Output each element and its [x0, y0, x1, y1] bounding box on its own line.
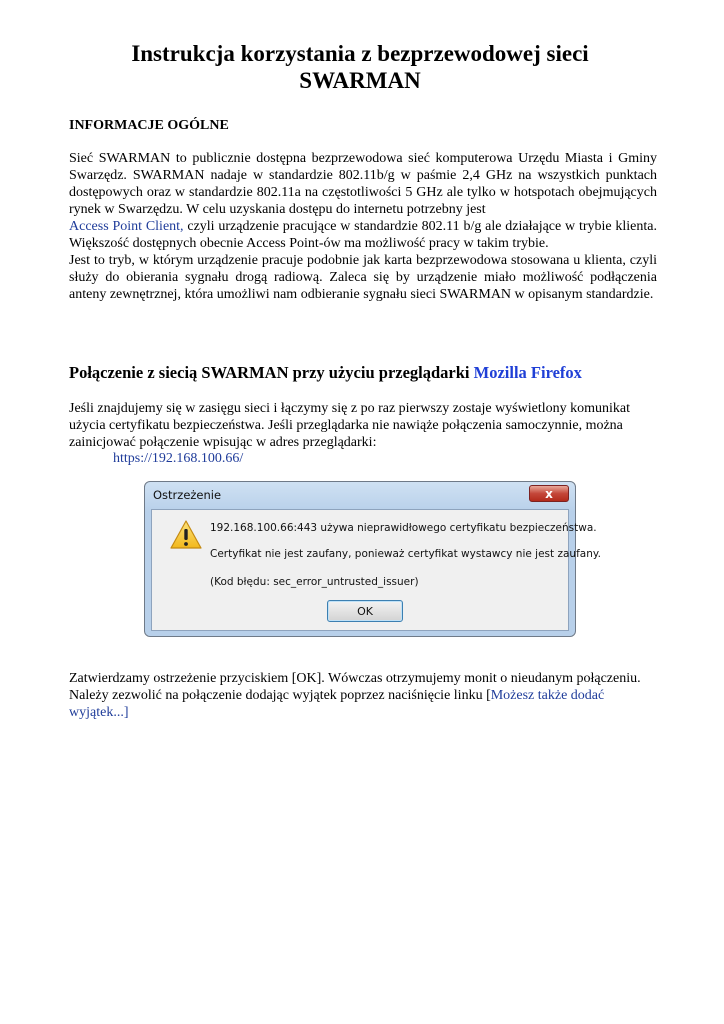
intro-paragraph-2: Jest to tryb, w którym urządzenie pracuje podobnie jak karta bezprzewodowa stosowana u klienta, czyli służy do obierania sygnału drogą radiową. Zaleca się by urządzenie miało możliwość podłączenia anteny zewnętrznej, która umożliwi nam odbieranie sygnału sieci SWARMAN w opisanym standardzie.	[69, 253, 657, 302]
intro-paragraph-1	[69, 150, 657, 252]
warning-dialog	[144, 481, 601, 637]
intro-text-after-link: czyli urządzenie pracujące w standardzie 802.11 b/g ale działające w trybie klienta. Większość dostępnych obecnie Access Point-ów ma możliwość pracy w takim trybie.	[69, 219, 657, 251]
title-line-1: Instrukcja korzystania z bezprzewodowej sieci	[131, 41, 589, 66]
document-title	[60, 40, 660, 94]
access-point-client-link[interactable]: Access Point Client,	[69, 219, 184, 234]
intro-paragraph	[69, 150, 657, 303]
warning-icon	[170, 520, 202, 550]
close-icon: x	[545, 486, 553, 501]
dialog-message-line-2: Certyfikat nie jest zaufany, ponieważ certyfikat wystawcy nie jest zaufany.	[210, 548, 601, 560]
dialog-error-code: (Kod błędu: sec_error_untrusted_issuer)	[210, 576, 419, 588]
router-url-link[interactable]: https://192.168.100.66/	[113, 451, 244, 466]
intro-text: Sieć SWARMAN to publicznie dostępna bezprzewodowa sieć komputerowa Urzędu Miasta i Gminy Swarzędz. SWARMAN nadaje w standardzie 802.11b/g w paśmie 2,4 GHz na wszystkich punktach dostępowych oraz w standardzie 802.11a na częstotliwości 5 GHz ale tylko w hotspotach obejmujących rynek w Swarzędzu. W celu uzyskania dostępu do internetu potrzebny jest	[69, 151, 657, 217]
dialog-message-line-1: 192.168.100.66:443 używa nieprawidłowego certyfikatu bezpieczeństwa.	[210, 522, 597, 534]
dialog-titlebar[interactable]	[145, 482, 575, 508]
dialog-title: Ostrzeżenie	[153, 488, 222, 502]
ok-button[interactable]: OK	[327, 600, 403, 622]
heading-browser-name: Mozilla Firefox	[473, 363, 582, 382]
section-heading-firefox	[69, 363, 582, 383]
connect-paragraph: Jeśli znajdujemy się w zasięgu sieci i łączymy się z po raz pierwszy zostaje wyświetlony komunikat użycia certyfikatu bezpieczeństwa. Jeśli przeglądarka nie nawiąże połączenia samoczynnie, można zainicjować połączenie wpisując w adres przeglądarki:	[69, 401, 631, 450]
confirm-text: Zatwierdzamy ostrzeżenie przyciskiem [OK]. Wówczas otrzymujemy monit o nieudanym połączeniu. Należy zezwolić na połączenie dodając wyjątek poprzez naciśnięcie linku [	[69, 671, 641, 703]
heading-firefox-prefix: Połączenie z siecią SWARMAN przy użyciu przeglądarki	[69, 363, 470, 382]
confirm-paragraph	[69, 670, 659, 721]
dialog-close-button[interactable]	[529, 485, 569, 502]
section-heading-general: INFORMACJE OGÓLNE	[69, 118, 229, 133]
title-line-2: SWARMAN	[299, 68, 421, 93]
add-exception-link[interactable]: Możesz także dodać wyjątek...]	[69, 688, 605, 720]
dialog-body	[151, 509, 601, 631]
